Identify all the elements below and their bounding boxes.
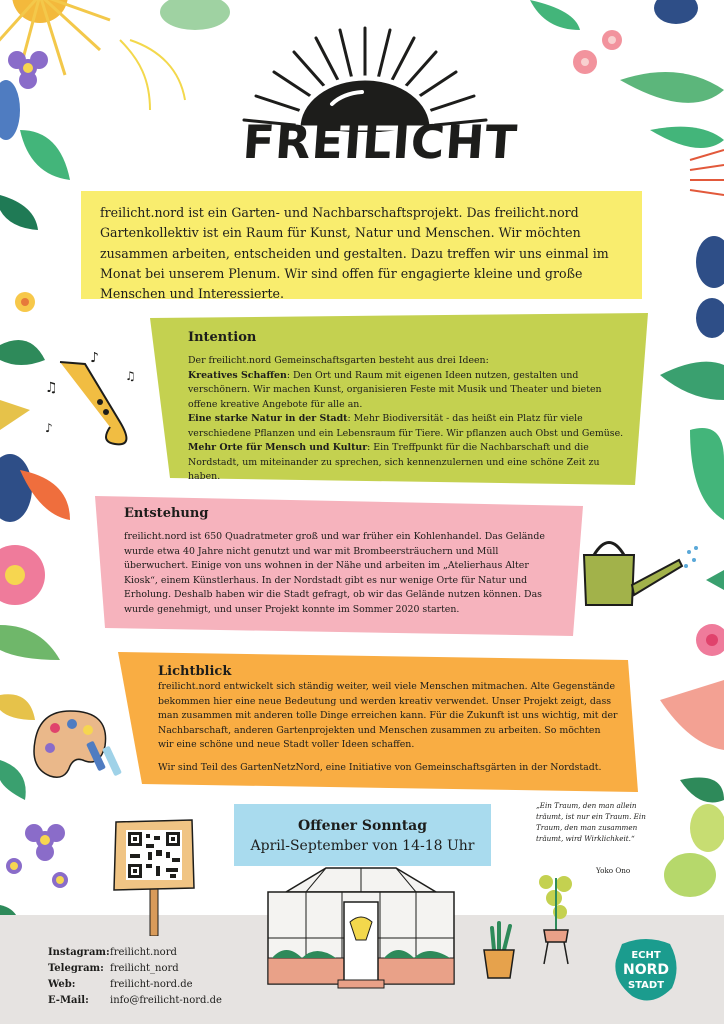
potted-plant-icon [474,868,584,990]
purple-flower-icon [8,51,48,89]
contact-email[interactable] [48,994,222,1007]
paint-palette-icon [30,706,130,786]
contact-value[interactable]: info@freilicht-nord.de [110,995,222,1006]
lichtblick-note: Wir sind Teil des GartenNetzNord, eine Initiative von Gemeinschaftsgärten in der Nordstadt. [158,761,602,773]
intention-item-text: : Mehr Biodiversität - das heißt ein Platz für viele verschiedene Pflanzen und ein Lebensraum für Tiere. Wir pflanzen auch Obst und Gemüse. [188,413,624,439]
quote-author: Yoko Ono [596,866,631,875]
intention-item-label: Eine starke Natur in der Stadt [188,413,348,424]
entstehung-text: freilicht.nord ist 650 Quadratmeter groß und war früher ein Kohlenhandel. Das Gelände wurde etwa 40 Jahre nicht genutzt und war mit Brombeersträuchern und Müll überwuchert. Einige von uns wohnen in der Nähe und arbeiten im „Atelierhaus Alter Kiosk“, einem Künstlerhaus. In der Nordstadt gibt es nur wenige Orte für Natur und Erholung. Deshalb haben wir die Stadt gefragt, ob wir das Gelände nutzen können. Das wurde genehmigt, und unser Projekt konnte im Sommer 2020 starten. [124,531,545,615]
logo-wordmark: FREILICHT [241,115,520,169]
svg-text:♫: ♫ [125,369,136,383]
qr-code-icon[interactable] [110,818,198,936]
intention-item-text: : Den Ort und Raum mit eigenen Ideen nutzen, gestalten und verschönern. Wir machen Kunst, organisieren Feste mit Musik und Theater und bieten offene kreative Angebote für alle an. [188,369,602,410]
contact-value[interactable]: freilicht-nord.de [110,979,193,990]
pink-flower-icon [696,624,724,656]
badge-line-2: NORD [622,962,670,978]
contact-label: E-Mail: [48,995,89,1006]
intention-title: Intention [188,330,257,345]
intro-text: freilicht.nord ist ein Garten- und Nachbarschaftsprojekt. Das freilicht.nord Gartenkollektiv ist ein Raum für Kunst, Natur und Menschen. Wir möchten zusammen arbeiten, entscheiden und gestalten. Dazu treffen wir uns einmal im Monat bei unserem Plenum. Wir sind offen für engagierte kleine und große Menschen und Interessierte. [100,205,609,302]
svg-text:♪: ♪ [90,352,99,366]
svg-text:♫: ♫ [45,380,58,396]
contact-label: Web: [48,979,76,990]
pink-flower-icon [0,545,45,605]
intention-section [188,330,628,485]
contact-label: Telegram: [48,963,104,974]
svg-text:♪: ♪ [45,421,53,435]
badge-line-3: STADT [627,980,665,991]
open-sunday-title: Offener Sonntag [297,818,428,834]
open-sunday-box [234,804,491,866]
lichtblick-section [158,664,618,775]
saxophone-icon [40,352,145,452]
contact-telegram[interactable] [48,962,179,975]
intention-item-label: Mehr Orte für Mensch und Kultur [188,442,368,453]
lichtblick-title: Lichtblick [158,664,232,679]
quote-text: „Ein Traum, den man allein träumt, ist nur ein Traum. Ein Traum, den man zusammen träumt, wird Wirklichkeit.“ [536,801,646,843]
contact-value[interactable]: freilicht.nord [110,947,177,958]
echt-nordstadt-badge [612,936,680,1004]
entstehung-title: Entstehung [124,506,209,521]
intro-box [81,191,642,302]
entstehung-section [124,506,554,617]
badge-line-1: ECHT [631,950,661,961]
intention-item-text: : Ein Treffpunkt für die Nachbarschaft und die Nordstadt, um miteinander zu sprechen, sich kennenzulernen und eine schöne Zeit zu haben. [188,442,600,482]
greenhouse-icon [266,862,456,992]
intention-item-label: Kreatives Schaffen [188,369,287,381]
watering-can-icon [574,530,704,610]
contact-value[interactable]: freilicht_nord [110,963,179,974]
contact-web[interactable] [48,978,193,991]
open-sunday-time: April-September von 14-18 Uhr [250,838,475,854]
intention-lead: Der freilicht.nord Gemeinschaftsgarten besteht aus drei Ideen: [188,355,489,366]
contact-label: Instagram: [48,947,110,958]
lichtblick-text: freilicht.nord entwickelt sich ständig weiter, weil viele Menschen mitmachen. Alte Gegenstände bekommen hier eine neue Bedeutung und werden kreativ verwendet. Unser Projekt zeigt, dass man zusammen mit anderen tolle Dinge erreichen kann. Für die Zukunft ist uns wichtig, mit der Nachbarschaft, anderen Gartenprojekten und Menschen zusammen zu arbeiten. So möchten wir eine schöne und neue Stadt voller Ideen schaffen. [158,681,618,750]
contact-instagram[interactable] [48,946,177,959]
violet-flower-icon [6,824,68,888]
